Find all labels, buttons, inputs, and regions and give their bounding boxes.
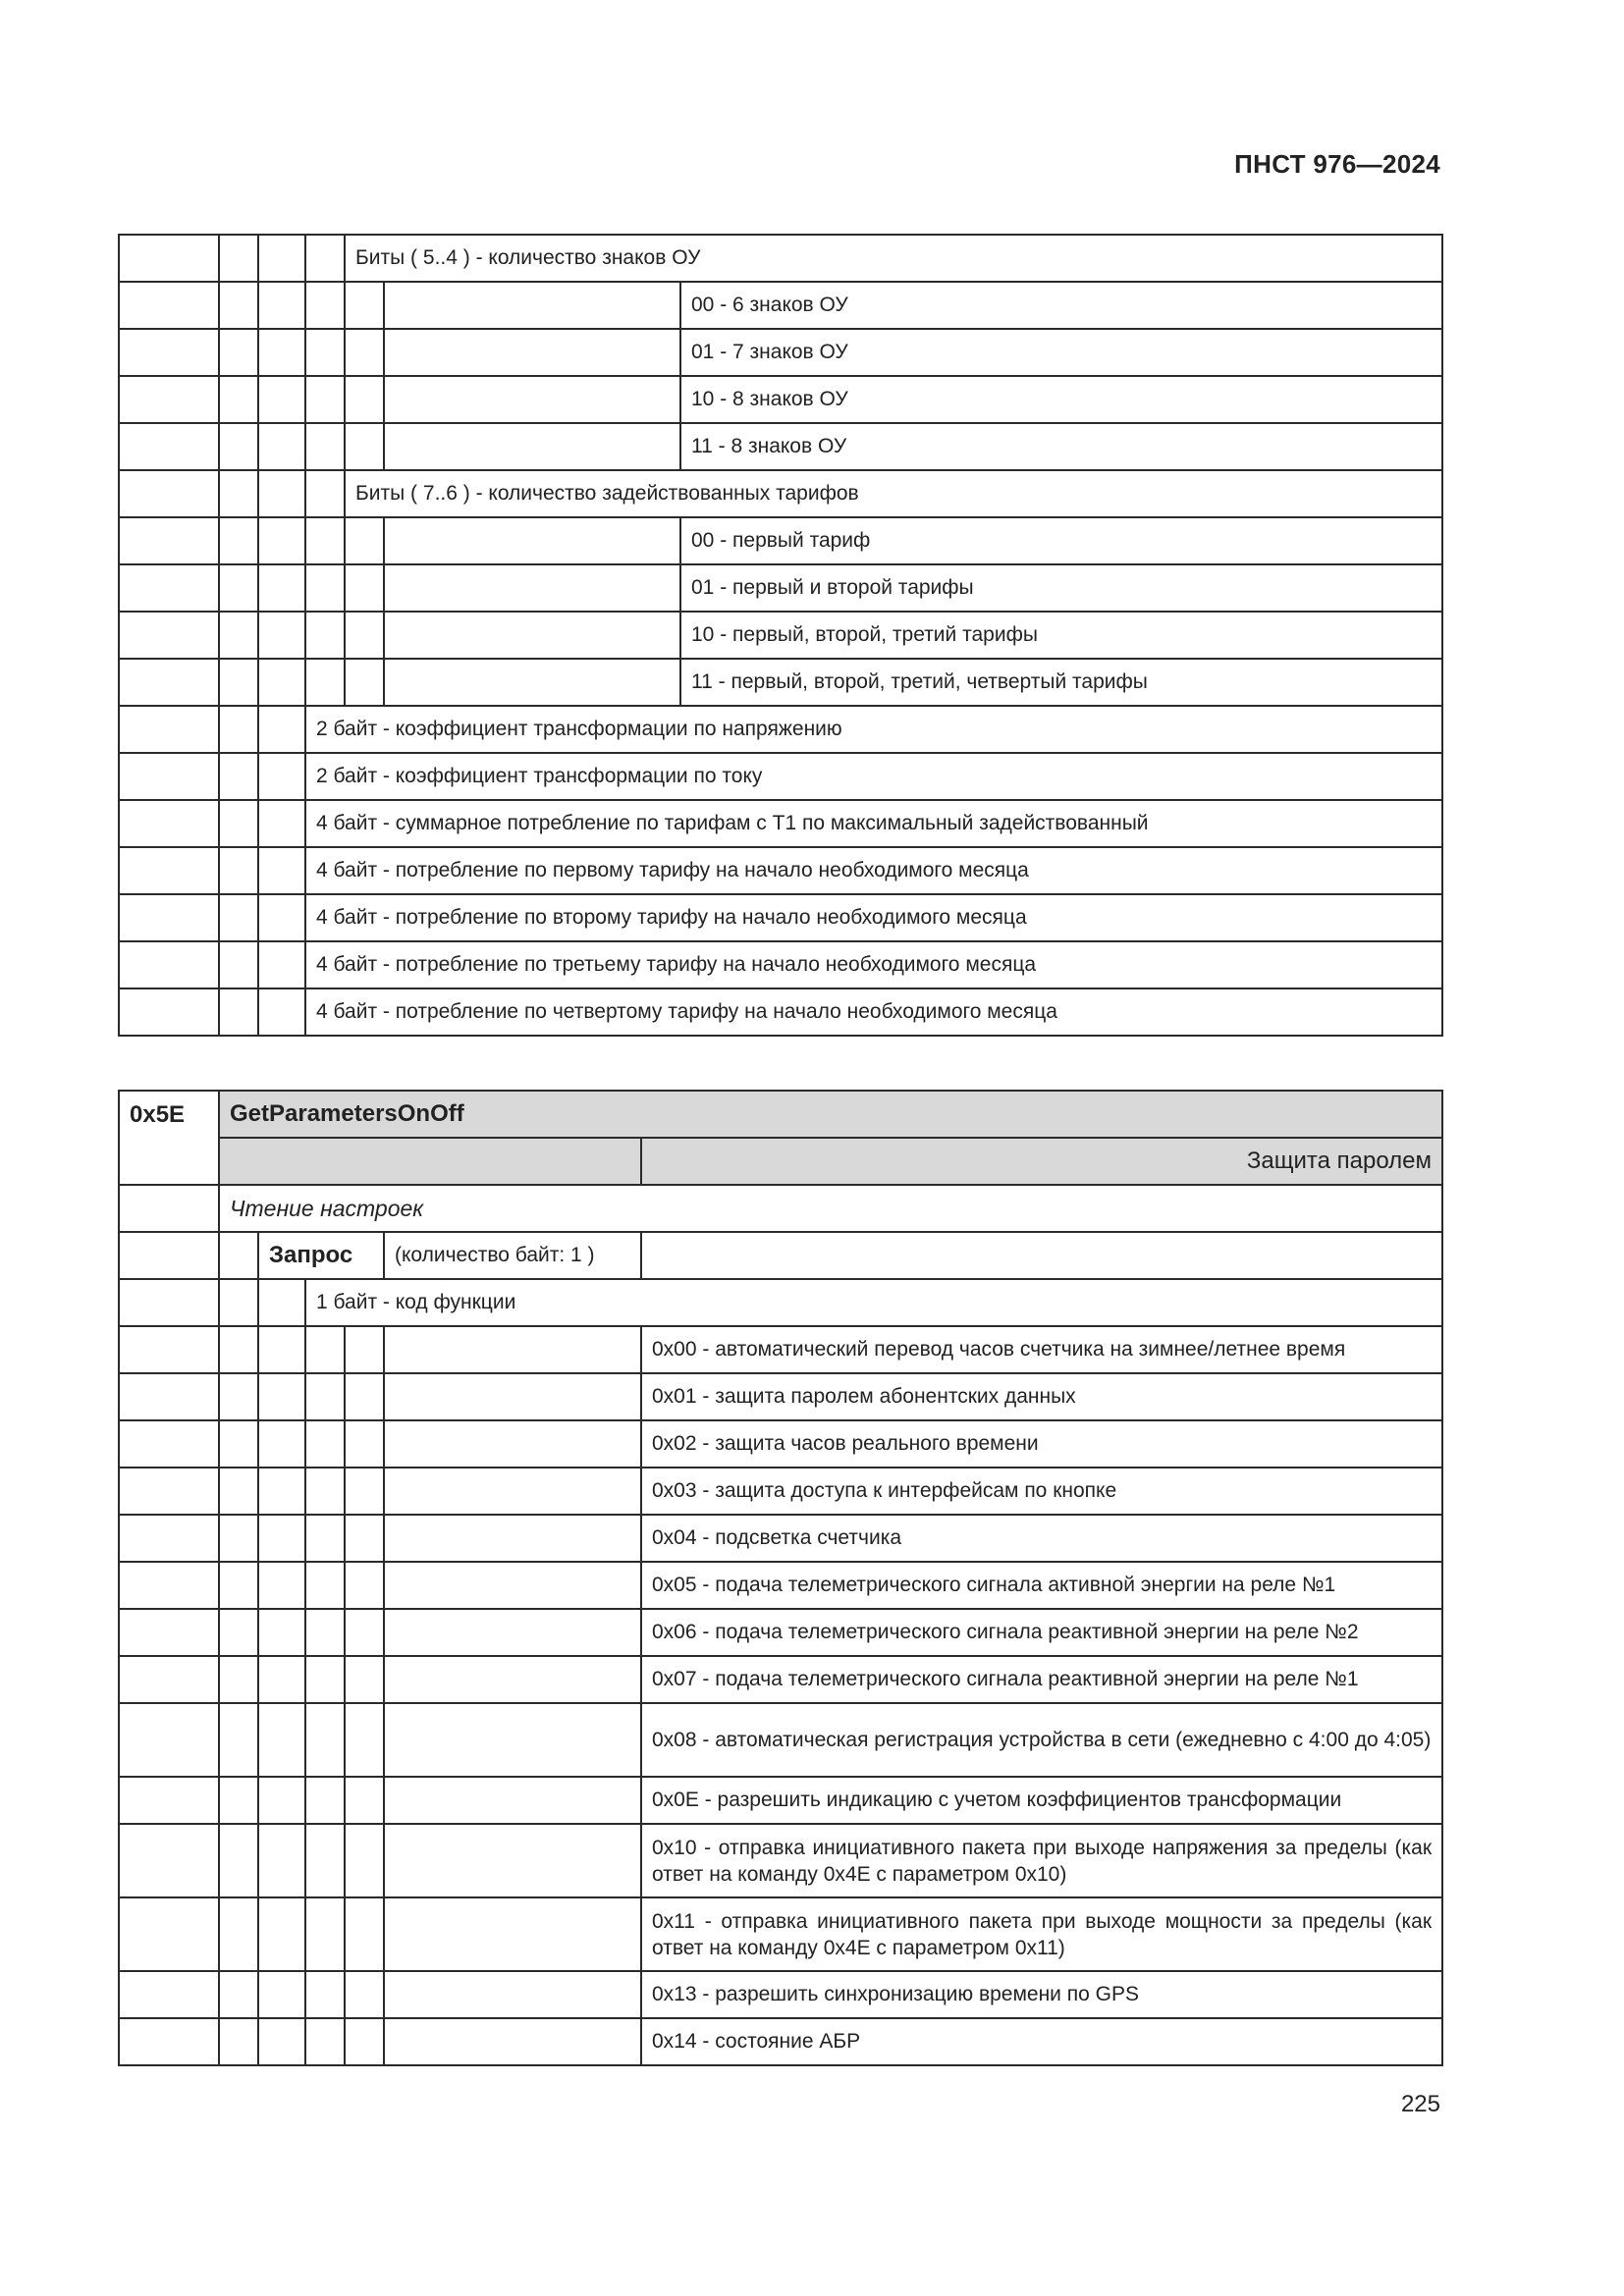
function-option: 0x11 - отправка инициативного пакета при выходе мощности за пределы (как ответ на команду 0x4E с параметром 0x11) xyxy=(641,1897,1442,1971)
page-number: 225 xyxy=(1400,2091,1440,2117)
table-row xyxy=(119,1232,1442,1279)
table-row xyxy=(119,1373,1442,1420)
table-row xyxy=(119,1971,1442,2018)
request-byte-count: (количество байт: 1 ) xyxy=(384,1232,641,1279)
table-row xyxy=(119,612,1442,659)
byte-description: 4 байт - потребление по четвертому тарифу на начало необходимого месяца xyxy=(305,988,1442,1036)
table-row xyxy=(119,1703,1442,1777)
table-row xyxy=(119,1420,1442,1468)
table-row xyxy=(119,1824,1442,1897)
table-row xyxy=(119,1279,1442,1326)
bits-5-4-option: 11 - 8 знаков ОУ xyxy=(680,423,1442,470)
table-row xyxy=(119,1897,1442,1971)
function-option: 0x07 - подача телеметрического сигнала реактивной энергии на реле №1 xyxy=(641,1656,1442,1703)
table-row xyxy=(119,1326,1442,1373)
document-id: ПНСТ 976—2024 xyxy=(1234,149,1440,179)
table-row xyxy=(119,1777,1442,1824)
bits-5-4-heading: Биты ( 5..4 ) - количество знаков ОУ xyxy=(345,235,1442,282)
function-option: 0x06 - подача телеметрического сигнала реактивной энергии на реле №2 xyxy=(641,1609,1442,1656)
table-row xyxy=(119,423,1442,470)
command-header-row xyxy=(119,1091,1442,1138)
table-row xyxy=(119,847,1442,894)
table-row xyxy=(119,753,1442,800)
function-option: 0x14 - состояние АБР xyxy=(641,2018,1442,2065)
table-row xyxy=(119,235,1442,282)
function-option: 0x01 - защита паролем абонентских данных xyxy=(641,1373,1442,1420)
bits-7-6-heading: Биты ( 7..6 ) - количество задействованных тарифов xyxy=(345,470,1442,517)
table-row xyxy=(119,941,1442,988)
function-option: 0x13 - разрешить синхронизацию времени по GPS xyxy=(641,1971,1442,2018)
command-table xyxy=(118,1090,1443,2066)
table-row xyxy=(119,1185,1442,1232)
byte-description: 4 байт - суммарное потребление по тарифам с Т1 по максимальный задействованный xyxy=(305,800,1442,847)
bits-7-6-option: 10 - первый, второй, третий тарифы xyxy=(680,612,1442,659)
function-option: 0x10 - отправка инициативного пакета при выходе напряжения за пределы (как ответ на команду 0x4E с параметром 0x10) xyxy=(641,1824,1442,1897)
table-row xyxy=(119,1515,1442,1562)
bits-5-4-option: 00 - 6 знаков ОУ xyxy=(680,282,1442,329)
byte-description: 4 байт - потребление по второму тарифу на начало необходимого месяца xyxy=(305,894,1442,941)
bits-5-4-option: 10 - 8 знаков ОУ xyxy=(680,376,1442,423)
table-row xyxy=(119,1609,1442,1656)
command-code: 0x5E xyxy=(119,1091,219,1185)
table-row xyxy=(119,659,1442,706)
function-option: 0x03 - защита доступа к интерфейсам по кнопке xyxy=(641,1468,1442,1515)
function-option: 0x05 - подача телеметрического сигнала активной энергии на реле №1 xyxy=(641,1562,1442,1609)
table-row xyxy=(119,329,1442,376)
function-option: 0x00 - автоматический перевод часов счетчика на зимнее/летнее время xyxy=(641,1326,1442,1373)
function-option: 0x08 - автоматическая регистрация устройства в сети (ежедневно с 4:00 до 4:05) xyxy=(641,1703,1442,1777)
function-option: 0x04 - подсветка счетчика xyxy=(641,1515,1442,1562)
byte-description: 4 байт - потребление по первому тарифу на начало необходимого месяца xyxy=(305,847,1442,894)
function-option: 0x02 - защита часов реального времени xyxy=(641,1420,1442,1468)
command-name: GetParametersOnOff xyxy=(219,1091,1442,1138)
table-row xyxy=(119,800,1442,847)
bits-7-6-option: 01 - первый и второй тарифы xyxy=(680,564,1442,612)
command-protection-row xyxy=(119,1138,1442,1185)
function-option: 0x0E - разрешить индикацию с учетом коэффициентов трансформации xyxy=(641,1777,1442,1824)
bit-fields-table xyxy=(118,234,1443,1037)
table-row xyxy=(119,1562,1442,1609)
byte-description: 2 байт - коэффициент трансформации по току xyxy=(305,753,1442,800)
table-row xyxy=(119,282,1442,329)
table-row xyxy=(119,1656,1442,1703)
bits-7-6-option: 11 - первый, второй, третий, четвертый тарифы xyxy=(680,659,1442,706)
table-row xyxy=(119,517,1442,564)
password-protection: Защита паролем xyxy=(641,1138,1442,1185)
table-row xyxy=(119,564,1442,612)
table-row xyxy=(119,2018,1442,2065)
command-description: Чтение настроек xyxy=(219,1185,1442,1232)
table-row xyxy=(119,706,1442,753)
table-row xyxy=(119,894,1442,941)
table-row xyxy=(119,988,1442,1036)
byte-description: 4 байт - потребление по третьему тарифу на начало необходимого месяца xyxy=(305,941,1442,988)
table-row xyxy=(119,1468,1442,1515)
request-label: Запрос xyxy=(258,1232,384,1279)
byte-description: 2 байт - коэффициент трансформации по напряжению xyxy=(305,706,1442,753)
table-row xyxy=(119,470,1442,517)
table-row xyxy=(119,376,1442,423)
bits-7-6-option: 00 - первый тариф xyxy=(680,517,1442,564)
function-byte: 1 байт - код функции xyxy=(305,1279,1442,1326)
bits-5-4-option: 01 - 7 знаков ОУ xyxy=(680,329,1442,376)
